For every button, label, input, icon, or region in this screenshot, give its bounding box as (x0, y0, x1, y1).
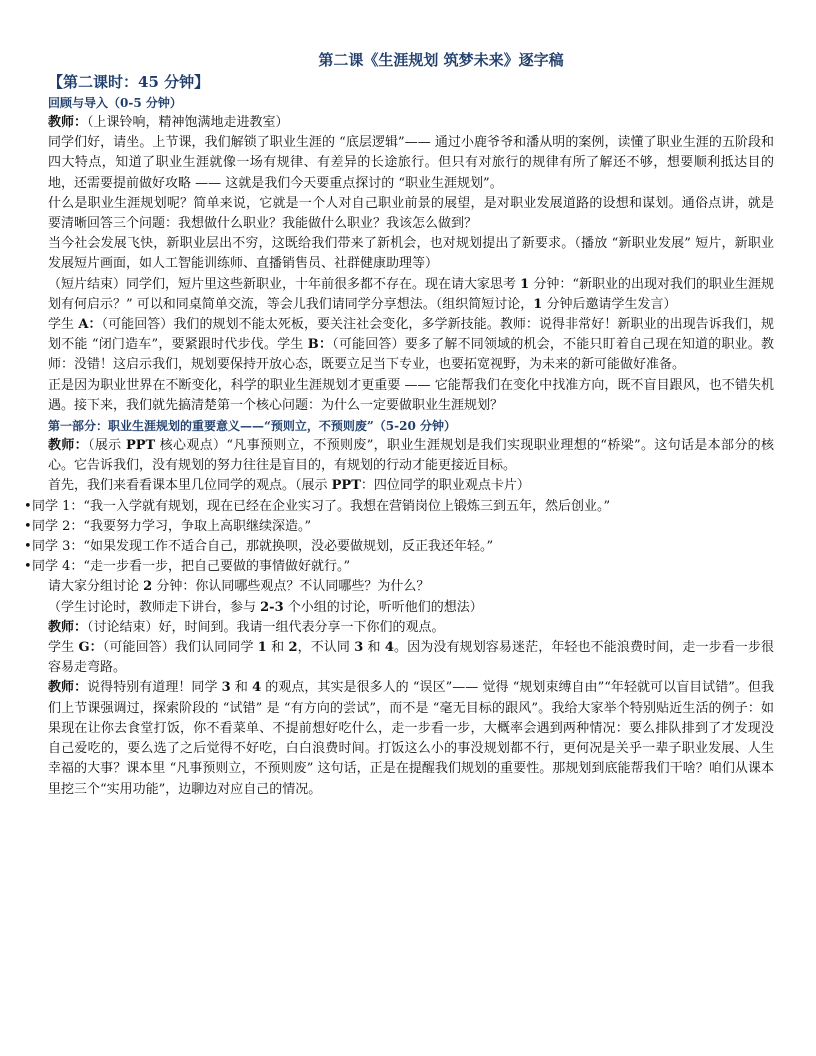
paragraph-new-jobs: 当今社会发展飞快，新职业层出不穷，这既给我们带来了新机会，也对规划提出了新要求。（播放 “新职业发展” 短片，新职业发展短片画面，如人工智能训练师、直播销售员、社群健康助理等） (48, 236, 774, 272)
paragraph-teacher-walks: （学生讨论时，教师走下讲台，参与 2-3 个小组的讨论，听听他们的想法） (48, 599, 483, 615)
section-heading-review: 回顾与导入（0-5 分钟） (48, 96, 182, 110)
list-item: •同学 1：“我一入学就有规划，现在已经在企业实习了。我想在营销岗位上锻炼三到五年，然后创业。” (22, 497, 774, 517)
paragraph-student-answers: 学生 A：（可能回答）我们的规划不能太死板，要关注社会变化，多学新技能。教师：说得非常好！新职业的出现告诉我们，规划不能 “闭门造车”，要紧跟时代步伐。学生 B：（可能回答）要多了解不同领域的机会，不能只盯着自己现在知道的职业。教师：没错！这启示我们，规划要保持开放心态，既要立足当下专业，也要拓宽视野，为未来的新可能做好准备。 (48, 317, 774, 373)
list-item: •同学 2：“我要努力学习，争取上高职继续深造。” (22, 517, 774, 537)
paragraph-teacher-enter: 教师：（上课铃响，精神饱满地走进教室） (48, 115, 289, 130)
paragraph-time-up: 教师：（讨论结束）好，时间到。我请一组代表分享一下你们的观点。 (48, 619, 445, 635)
session-heading: 【第二课时：45 分钟】 (48, 73, 210, 91)
paragraph-teacher-example: 教师：说得特别有道理！同学 3 和 4 的观点，其实是很多人的 “误区”—— 觉得 “规划束缚自由”“年轻就可以盲目试错”。但我们上节课强调过，探索阶段的 “试错” 是 “有方向的尝试”，而不是 “毫无目标的跟风”。我给大家举个特别贴近生活的例子：如果现在让你去食堂打饭，你不看菜单、不提前想好吃什么，走一步看一步，大概率会遇到两种情况：要么排队排到了才发现没自己爱吃的，要么选了之后觉得不好吃，白白浪费时间。打饭这么小的事没规划都不行，更何况是关乎一辈子职业发展、人生幸福的大事？课本里 “凡事预则立，不预则废” 这句话，正是在提醒我们规划的重要性。那规划到底能帮我们干啥？咱们从课本里挖三个“实用功能”，边聊边对应自己的情况。 (48, 680, 775, 797)
paragraph-textbook-views: 首先，我们来看看课本里几位同学的观点。（展示 PPT：四位同学的职业观点卡片） (48, 478, 530, 494)
paragraph-greeting: 同学们好，请坐。上节课，我们解锁了职业生涯的 “底层逻辑”—— 通过小鹿爷爷和潘从明的案例，读懂了职业生涯的五阶段和四大特点，知道了职业生涯就像一场有规律、有差异的长途旅行。但只有对旅行的规律有所了解还不够，想要顺利抵达目的地，还需要提前做好攻略 —— 这就是我们今天要重点探讨的 “职业生涯规划”。 (48, 135, 774, 191)
list-item: •同学 3：“如果发现工作不适合自己，那就换呗，没必要做规划，反正我还年轻。” (22, 537, 774, 557)
document-page (24, 50, 775, 800)
document-title: 第二课《生涯规划 筑梦未来》逐字稿 (318, 51, 564, 69)
paragraph-group-discussion: 请大家分组讨论 2 分钟：你认同哪些观点？不认同哪些？为什么？ (48, 579, 430, 595)
list-item: •同学 4：“走一步看一步，把自己要做的事情做好就行。” (22, 557, 774, 577)
section-heading-part1: 第一部分：职业生涯规划的重要意义——“预则立，不预则废”（5-20 分钟） (48, 419, 457, 434)
paragraph-transition: 正是因为职业世界在不断变化，科学的职业生涯规划才更重要 —— 它能帮我们在变化中找准方向，既不盲目跟风，也不错失机遇。接下来，我们就先搞清楚第一个核心问题：为什么一定要做职业生涯规划？ (48, 377, 774, 413)
paragraph-video-end: （短片结束）同学们，短片里这些新职业，十年前很多都不存在。现在请大家思考 1 分钟：“新职业的出现对我们的职业生涯规划有何启示？” 可以和同桌简单交流，等会儿我们请同学分享想法。（组织简短讨论，1 分钟后邀请学生发言） (48, 276, 774, 312)
bullet-icon: • (24, 498, 32, 514)
bullet-icon: • (24, 539, 32, 555)
paragraph-definition: 什么是职业生涯规划呢？简单来说，它就是一个人对自己职业前景的展望，是对职业发展道路的设想和谋划。通俗点讲，就是要清晰回答三个问题：我想做什么职业？我能做什么职业？我该怎么做到？ (48, 195, 774, 232)
bullet-icon: • (24, 559, 32, 575)
speaker-label: 教师： (48, 115, 88, 130)
speaker-label: 教师： (48, 438, 89, 454)
speaker-label: 教师： (48, 619, 88, 635)
bullet-icon: • (24, 518, 32, 534)
paragraph-student-g: 学生 G：（可能回答）我们认同同学 1 和 2，不认同 3 和 4。因为没有规划容易迷茫，年轻也不能浪费时间，走一步看一步很容易走弯路。 (48, 640, 775, 676)
speaker-label: 教师： (48, 680, 88, 696)
paragraph-core-view: 教师：（展示 PPT 核心观点）“凡事预则立，不预则废”，职业生涯规划是我们实现职业理想的“桥梁”。这句话是本部分的核心。它告诉我们，没有规划的努力往往是盲目的，有规划的行动才能更接近目标。 (48, 438, 775, 474)
